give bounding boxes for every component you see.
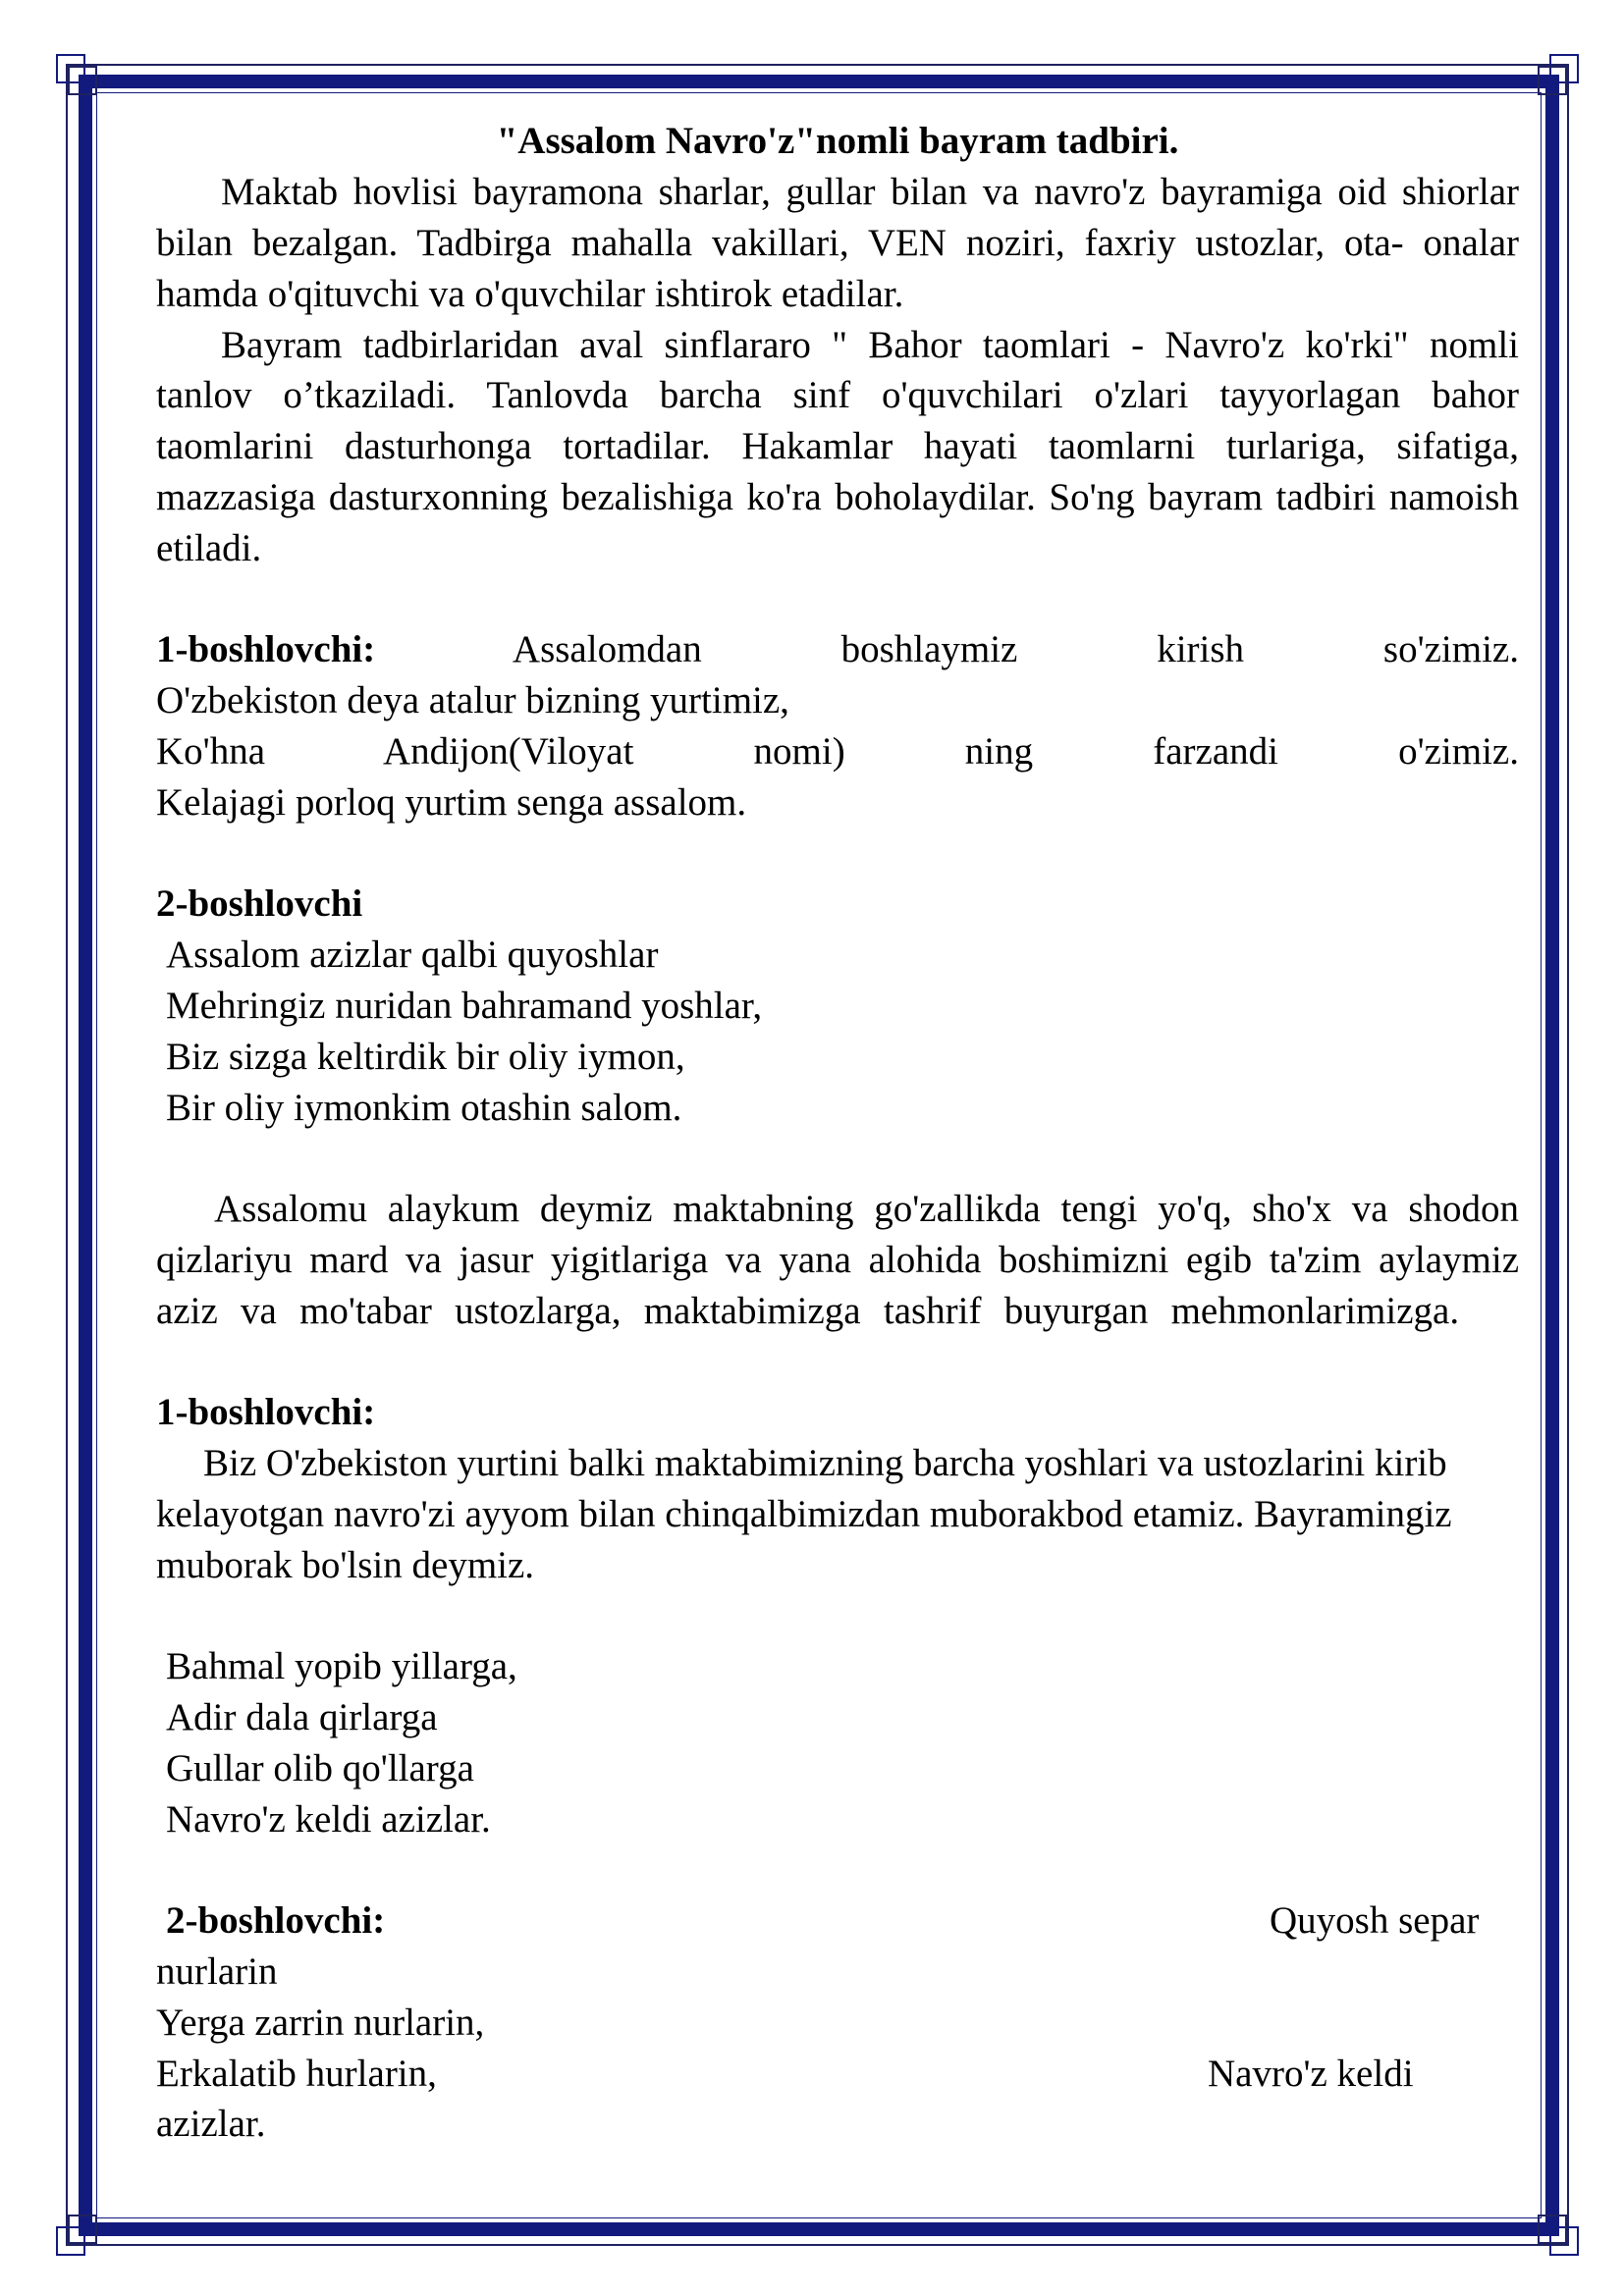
intro-paragraph-1-line: Maktab hovlisi bayramona sharlar, gullar bilan va navro'z bayramiga oid shiorlar xyxy=(221,171,1519,214)
corner-ornament-top-left xyxy=(55,53,100,98)
poem-line: Navro'z keldi azizlar. xyxy=(166,1797,491,1841)
intro-paragraph-2-line: taomlarini dasturhonga tortadilar. Hakamlar hayati taomlarni turlariga, sifatiga, xyxy=(156,425,1519,468)
blank-line xyxy=(156,1133,1519,1184)
section-3-line: muborak bo'lsin deymiz. xyxy=(156,1543,535,1586)
intro-paragraph-2-line: etiladi. xyxy=(156,526,262,569)
section-4-line: nurlarin xyxy=(156,1950,278,1994)
speech-text: Erkalatib hurlarin, xyxy=(156,2052,437,2095)
section-1-speaker-line xyxy=(156,624,1519,675)
greeting-line: qizlariyu mard va jasur yigitlariga va yana alohida boshimizni egib ta'zim aylaymiz xyxy=(156,1238,1519,1281)
section-3-line: kelayotgan navro'zi ayyom bilan chinqalbimizdan muborakbod etamiz. Bayramingiz xyxy=(156,1492,1452,1535)
poem-line: Adir dala qirlarga xyxy=(166,1696,438,1739)
blank-line xyxy=(156,574,1519,625)
section-4-line: Yerga zarrin nurlarin, xyxy=(156,2001,485,2044)
speech-text-right: Navro'z keldi xyxy=(1208,2052,1414,2095)
section-2-verse-line: Mehringiz nuridan bahramand yoshlar, xyxy=(166,984,763,1027)
section-4-speaker-line xyxy=(156,1896,1519,1947)
section-2-verse-line: Assalom azizlar qalbi quyoshlar xyxy=(166,934,659,977)
intro-paragraph-2-line: Bayram tadbirlaridan aval sinflararo " Bahor taomlari - Navro'z ko'rki" nomli xyxy=(221,323,1519,366)
section-2-verse-line: Biz sizga keltirdik bir oliy iymon, xyxy=(166,1035,685,1078)
section-1-line: Ko'hna Andijon(Viloyat nomi) ning farzandi o'zimiz. xyxy=(156,729,1519,773)
blank-line xyxy=(156,828,1519,880)
section-3-speaker-label: 1-boshlovchi: xyxy=(156,1391,376,1434)
corner-ornament-top-right xyxy=(1535,53,1580,98)
poem-line: Gullar olib qo'llarga xyxy=(166,1746,474,1789)
greeting-line: Assalomu alaykum deymiz maktabning go'zallikda tengi yo'q, sho'x va shodon xyxy=(214,1188,1519,1231)
intro-paragraph-2-line: mazzasiga dasturxonning bezalishiga ko'ra boholaydilar. So'ng bayram tadbiri namoish xyxy=(156,475,1519,518)
document-title: "Assalom Navro'z"nomli bayram tadbiri. xyxy=(496,120,1179,163)
corner-ornament-bottom-right xyxy=(1535,2212,1580,2257)
section-4-line: azizlar. xyxy=(156,2103,266,2146)
section-3-line: Biz O'zbekiston yurtini balki maktabimizning barcha yoshlari va ustozlarini kirib xyxy=(203,1442,1447,1485)
intro-paragraph-2-line: tanlov o’tkaziladi. Tanlovda barcha sinf o'quvchilari o'zlari tayyorlagan bahor xyxy=(156,374,1519,417)
blank-line xyxy=(156,1844,1519,1896)
document-body xyxy=(156,116,1519,2150)
intro-paragraph-1-line: bilan bezalgan. Tadbirga mahalla vakillari, VEN noziri, faxriy ustozlar, ota- onalar xyxy=(156,221,1519,264)
section-2-speaker-label: 2-boshlovchi xyxy=(156,882,363,926)
speaker-label: 2-boshlovchi: xyxy=(166,1899,386,1943)
section-1-line: Kelajagi porloq yurtim senga assalom. xyxy=(156,780,747,824)
greeting-line: aziz va mo'tabar ustozlarga, maktabimizga tashrif buyurgan mehmonlarimizga. xyxy=(156,1289,1460,1332)
speech-text-right: Quyosh separ xyxy=(1270,1899,1480,1943)
intro-paragraph-1-line: hamda o'qituvchi va o'quvchilar ishtirok etadilar. xyxy=(156,272,904,315)
blank-line xyxy=(156,1591,1519,1642)
section-1-line: O'zbekiston deya atalur bizning yurtimiz, xyxy=(156,679,789,722)
poem-line: Bahmal yopib yillarga, xyxy=(166,1645,517,1688)
section-2-verse-line: Bir oliy iymonkim otashin salom. xyxy=(166,1086,682,1129)
speech-text: Assalomdan boshlaymiz kirish so'zimiz. xyxy=(512,628,1519,671)
corner-ornament-bottom-left xyxy=(55,2212,100,2257)
section-4-line-with-right-text xyxy=(156,2049,1519,2100)
blank-line xyxy=(156,1337,1519,1388)
speaker-label: 1-boshlovchi: xyxy=(156,628,376,671)
